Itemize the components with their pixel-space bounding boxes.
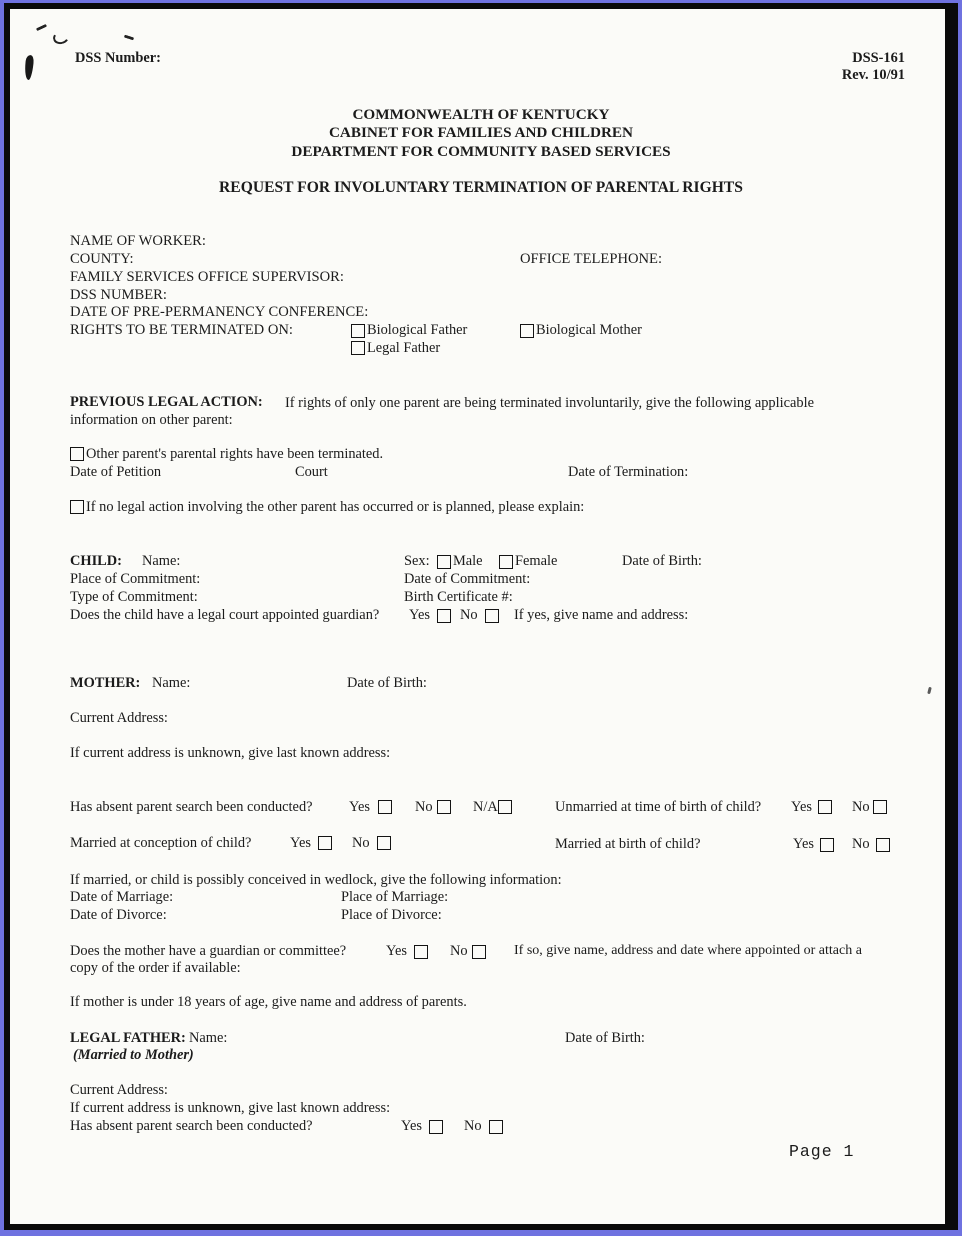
mother-absent-search-question: Has absent parent search been conducted? xyxy=(70,799,313,815)
label-no: No xyxy=(450,943,468,959)
label-pre-permanency-conference: DATE OF PRE-PERMANENCY CONFERENCE: xyxy=(70,304,369,320)
child-birth-certificate: Birth Certificate #: xyxy=(404,589,513,605)
mother-guardian-question: Does the mother have a guardian or committee? xyxy=(70,943,347,959)
child-place-of-commitment: Place of Commitment: xyxy=(70,571,201,587)
label-rights-to-be-terminated: RIGHTS TO BE TERMINATED ON: xyxy=(70,322,293,338)
label-legal-father-option: Legal Father xyxy=(367,340,441,356)
dss-number-label: DSS Number: xyxy=(75,50,161,66)
checkbox-absent-search-na[interactable] xyxy=(498,800,512,814)
mother-heading: MOTHER: xyxy=(70,675,141,691)
previous-legal-action-heading: PREVIOUS LEGAL ACTION: xyxy=(70,394,263,410)
label-supervisor: FAMILY SERVICES OFFICE SUPERVISOR: xyxy=(70,269,344,285)
legal-father-heading: LEGAL FATHER: xyxy=(70,1030,186,1046)
label-no: No xyxy=(852,799,870,815)
ink-speck xyxy=(927,687,932,695)
previous-legal-action-intro2: information on other parent: xyxy=(70,412,233,428)
label-yes: Yes xyxy=(793,836,814,852)
checkbox-mother-guardian-no[interactable] xyxy=(472,945,486,959)
checkbox-other-parent-terminated[interactable] xyxy=(70,447,84,461)
checkbox-sex-female[interactable] xyxy=(499,555,513,569)
ink-mark xyxy=(36,24,47,31)
legal-father-dob-label: Date of Birth: xyxy=(565,1030,645,1046)
checkbox-mother-guardian-yes[interactable] xyxy=(414,945,428,959)
checkbox-lf-absent-search-no[interactable] xyxy=(489,1120,503,1134)
mother-under18-note: If mother is under 18 years of age, give name and address of parents. xyxy=(70,994,467,1010)
checkbox-unmarried-no[interactable] xyxy=(873,800,887,814)
label-name-of-worker: NAME OF WORKER: xyxy=(70,233,206,249)
org-name-line3: DEPARTMENT FOR COMMUNITY BASED SERVICES xyxy=(291,143,671,160)
label-yes: Yes xyxy=(290,835,311,851)
label-biological-mother: Biological Mother xyxy=(536,322,642,338)
label-no: No xyxy=(852,836,870,852)
label-office-telephone: OFFICE TELEPHONE: xyxy=(520,251,663,267)
label-no-legal-action: If no legal action involving the other parent has occurred or is planned, please explain: xyxy=(86,499,585,515)
label-county: COUNTY: xyxy=(70,251,134,267)
mother-date-of-divorce: Date of Divorce: xyxy=(70,907,167,923)
mother-unmarried-question: Unmarried at time of birth of child? xyxy=(555,799,762,815)
checkbox-child-guardian-no[interactable] xyxy=(485,609,499,623)
ink-blob-mark xyxy=(24,55,35,81)
child-type-of-commitment: Type of Commitment: xyxy=(70,589,198,605)
label-yes: Yes xyxy=(401,1118,422,1134)
checkbox-child-guardian-yes[interactable] xyxy=(437,609,451,623)
form-code: DSS-161 xyxy=(852,50,905,66)
child-sex-label: Sex: xyxy=(404,553,430,569)
checkbox-absent-search-yes[interactable] xyxy=(378,800,392,814)
mother-date-of-marriage: Date of Marriage: xyxy=(70,889,174,905)
checkbox-no-legal-action[interactable] xyxy=(70,500,84,514)
checkbox-married-birth-no[interactable] xyxy=(876,838,890,852)
label-yes: Yes xyxy=(349,799,370,815)
checkbox-married-conception-no[interactable] xyxy=(377,836,391,850)
label-yes: Yes xyxy=(386,943,407,959)
checkbox-biological-father[interactable] xyxy=(351,324,365,338)
label-date-of-petition: Date of Petition xyxy=(70,464,162,480)
label-no: No xyxy=(464,1118,482,1134)
checkbox-legal-father[interactable] xyxy=(351,341,365,355)
checkbox-married-birth-yes[interactable] xyxy=(820,838,834,852)
label-male: Male xyxy=(453,553,483,569)
mother-current-address: Current Address: xyxy=(70,710,168,726)
mother-name-label: Name: xyxy=(152,675,191,691)
label-no: No xyxy=(352,835,370,851)
label-yes: Yes xyxy=(409,607,430,623)
checkbox-lf-absent-search-yes[interactable] xyxy=(429,1120,443,1134)
child-if-yes-label: If yes, give name and address: xyxy=(514,607,689,623)
checkbox-absent-search-no[interactable] xyxy=(437,800,451,814)
label-other-parent-terminated: Other parent's parental rights have been terminated. xyxy=(86,446,384,462)
mother-guardian-note2: copy of the order if available: xyxy=(70,960,241,976)
mother-married-birth-question: Married at birth of child? xyxy=(555,836,701,852)
label-court: Court xyxy=(295,464,328,480)
previous-legal-action-intro1: If rights of only one parent are being terminated involuntarily, give the following applicable xyxy=(285,395,814,411)
child-dob-label: Date of Birth: xyxy=(622,553,702,569)
form-title: REQUEST FOR INVOLUNTARY TERMINATION OF PARENTAL RIGHTS xyxy=(219,179,743,196)
legal-father-current-address: Current Address: xyxy=(70,1082,168,1098)
ink-mark xyxy=(124,35,134,41)
mother-married-conception-question: Married at conception of child? xyxy=(70,835,252,851)
checkbox-unmarried-yes[interactable] xyxy=(818,800,832,814)
mother-place-of-divorce: Place of Divorce: xyxy=(341,907,442,923)
legal-father-married-to-mother: (Married to Mother) xyxy=(73,1047,194,1063)
org-name-line1: COMMONWEALTH OF KENTUCKY xyxy=(352,106,610,123)
label-na: N/A xyxy=(473,799,498,815)
form-revision: Rev. 10/91 xyxy=(841,67,905,83)
checkbox-married-conception-yes[interactable] xyxy=(318,836,332,850)
mother-dob-label: Date of Birth: xyxy=(347,675,427,691)
child-heading: CHILD: xyxy=(70,553,122,569)
child-guardian-question: Does the child have a legal court appointed guardian? xyxy=(70,607,380,623)
page-number: Page 1 xyxy=(789,1142,855,1161)
legal-father-name-label: Name: xyxy=(189,1030,228,1046)
legal-father-absent-search-question: Has absent parent search been conducted? xyxy=(70,1118,313,1134)
legal-father-unknown-address: If current address is unknown, give last known address: xyxy=(70,1100,391,1116)
mother-unknown-address: If current address is unknown, give last known address: xyxy=(70,745,391,761)
mother-wedlock-intro: If married, or child is possibly conceived in wedlock, give the following information: xyxy=(70,872,562,888)
mother-place-of-marriage: Place of Marriage: xyxy=(341,889,449,905)
child-date-of-commitment: Date of Commitment: xyxy=(404,571,531,587)
label-dss-number: DSS NUMBER: xyxy=(70,287,167,303)
ink-mark xyxy=(52,29,71,46)
mother-guardian-note1: If so, give name, address and date where appointed or attach a xyxy=(514,943,862,958)
org-name-line2: CABINET FOR FAMILIES AND CHILDREN xyxy=(328,124,634,141)
label-date-of-termination: Date of Termination: xyxy=(568,464,689,480)
checkbox-biological-mother[interactable] xyxy=(520,324,534,338)
label-no: No xyxy=(415,799,433,815)
checkbox-sex-male[interactable] xyxy=(437,555,451,569)
label-yes: Yes xyxy=(791,799,812,815)
label-biological-father: Biological Father xyxy=(367,322,468,338)
label-no: No xyxy=(460,607,478,623)
child-name-label: Name: xyxy=(142,553,181,569)
label-female: Female xyxy=(515,553,558,569)
